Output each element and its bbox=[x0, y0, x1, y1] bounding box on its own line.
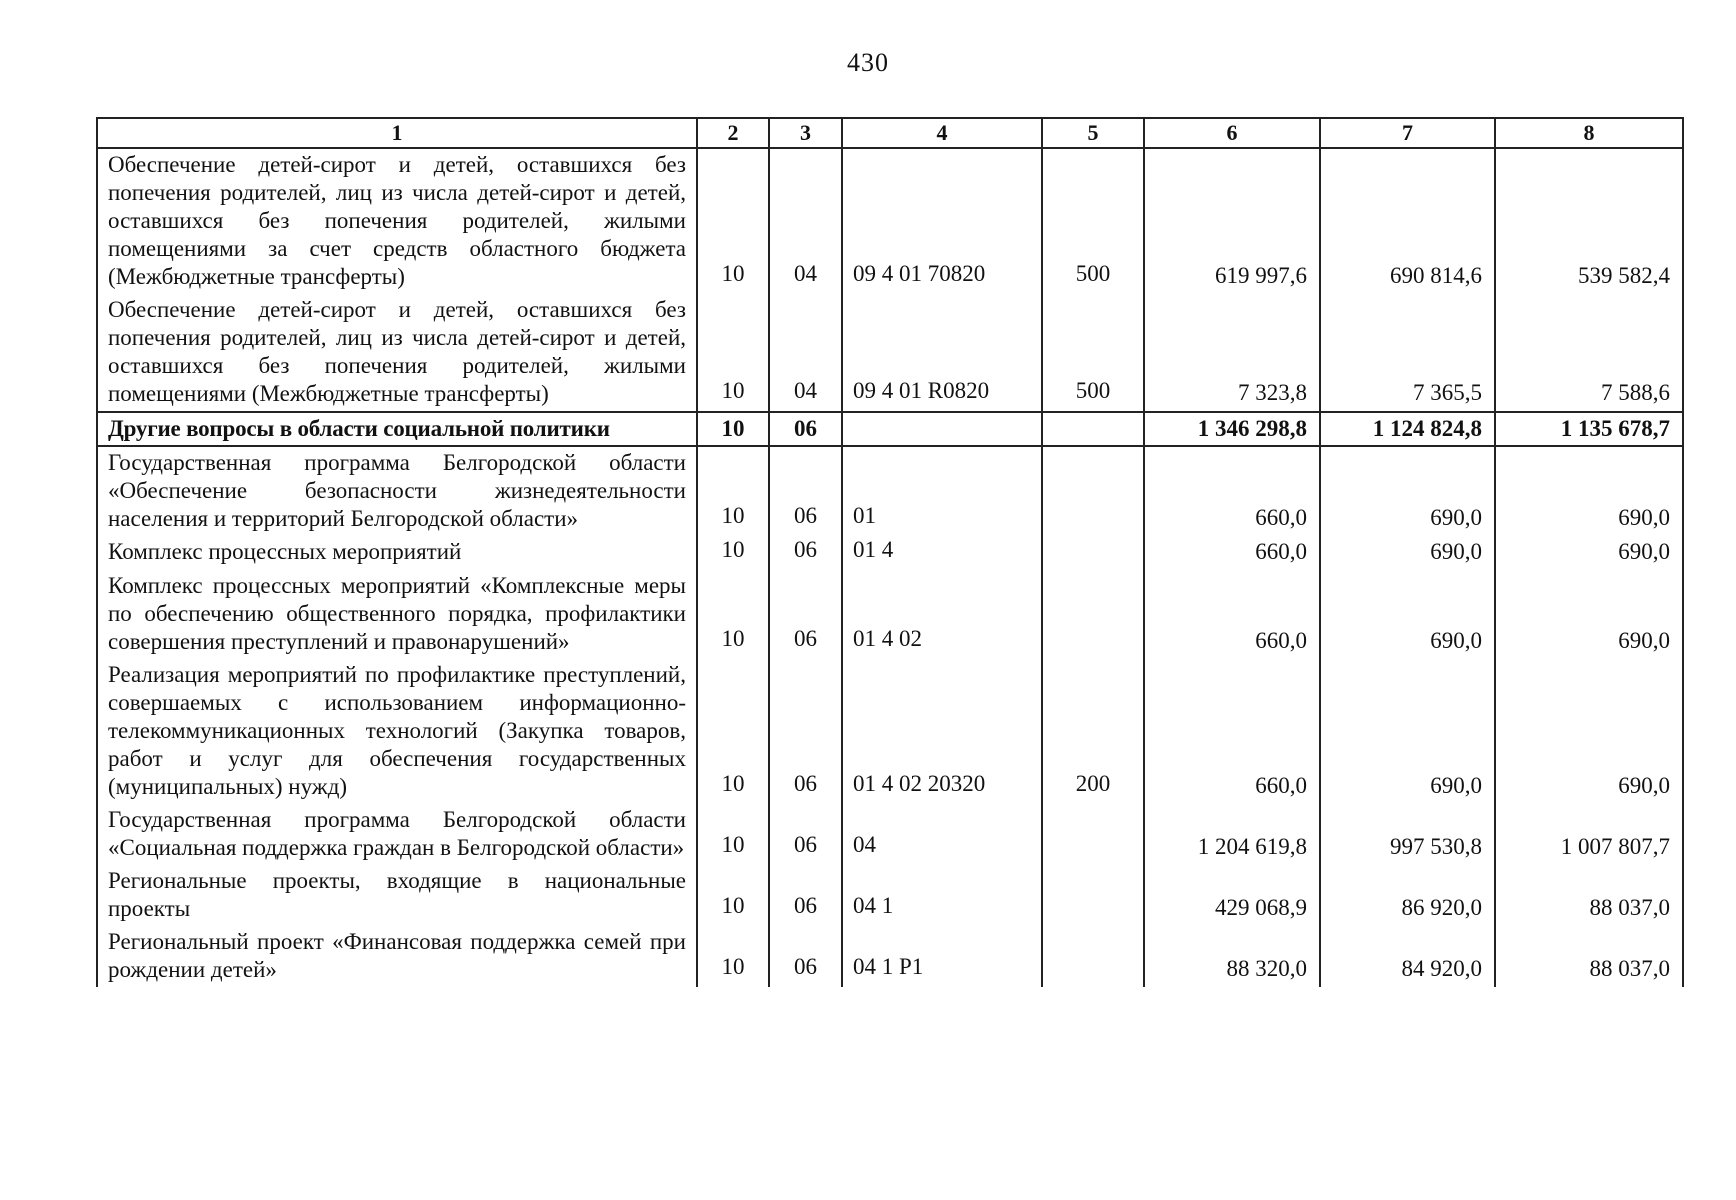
row-value-col7: 84 920,0 bbox=[1320, 926, 1495, 987]
row-target-article: 09 4 01 R0820 bbox=[842, 294, 1042, 412]
row-value-col8: 88 037,0 bbox=[1495, 926, 1683, 987]
row-subsection: 06 bbox=[769, 446, 842, 536]
row-value-col6: 429 068,9 bbox=[1144, 865, 1320, 926]
table-row bbox=[97, 148, 1683, 294]
row-name: Региональный проект «Финансовая поддержка семей при рождении детей» bbox=[97, 926, 697, 987]
row-name: Региональные проекты, входящие в национальные проекты bbox=[97, 865, 697, 926]
row-target-article: 01 4 02 bbox=[842, 570, 1042, 659]
row-subsection: 04 bbox=[769, 294, 842, 412]
row-section: 10 bbox=[697, 570, 769, 659]
row-expense-type: 500 bbox=[1042, 148, 1144, 294]
header-col-8: 8 bbox=[1495, 118, 1683, 148]
table-row bbox=[97, 926, 1683, 987]
row-value-col7: 690,0 bbox=[1320, 446, 1495, 536]
row-subsection: 06 bbox=[769, 570, 842, 659]
row-target-article: 01 4 02 20320 bbox=[842, 659, 1042, 804]
row-value-col7: 690,0 bbox=[1320, 570, 1495, 659]
row-name: Обеспечение детей-сирот и детей, оставшихся без попечения родителей, лиц из числа детей-сирот и детей, оставшихся без попечения родителей, жилыми помещениями за счет средств областного бюджета (Межбюджетные трансферты) bbox=[97, 148, 697, 294]
row-target-article: 04 1 P1 bbox=[842, 926, 1042, 987]
table-row-subtotal bbox=[97, 412, 1683, 446]
table-row bbox=[97, 536, 1683, 570]
row-value-col6: 619 997,6 bbox=[1144, 148, 1320, 294]
row-name: Реализация мероприятий по профилактике преступлений, совершаемых с использованием информационно-телекоммуникационных технологий (Закупка товаров, работ и услуг для обеспечения государственных (муниципальных) нужд) bbox=[97, 659, 697, 804]
row-value-col6: 660,0 bbox=[1144, 536, 1320, 570]
row-target-article: 01 bbox=[842, 446, 1042, 536]
row-value-col6: 7 323,8 bbox=[1144, 294, 1320, 412]
row-value-col6: 88 320,0 bbox=[1144, 926, 1320, 987]
row-subsection: 06 bbox=[769, 659, 842, 804]
row-value-col8: 88 037,0 bbox=[1495, 865, 1683, 926]
row-subsection: 06 bbox=[769, 804, 842, 865]
row-expense-type: 200 bbox=[1042, 659, 1144, 804]
page-number: 430 bbox=[847, 48, 889, 77]
row-value-col6: 660,0 bbox=[1144, 659, 1320, 804]
row-value-col8: 7 588,6 bbox=[1495, 294, 1683, 412]
row-target-article: 09 4 01 70820 bbox=[842, 148, 1042, 294]
row-value-col7: 7 365,5 bbox=[1320, 294, 1495, 412]
row-subsection: 06 bbox=[769, 536, 842, 570]
row-name: Другие вопросы в области социальной политики bbox=[97, 412, 697, 446]
header-col-1: 1 bbox=[97, 118, 697, 148]
row-expense-type bbox=[1042, 446, 1144, 536]
table-row bbox=[97, 804, 1683, 865]
table-row bbox=[97, 570, 1683, 659]
table-row bbox=[97, 659, 1683, 804]
row-name: Государственная программа Белгородской области «Социальная поддержка граждан в Белгородской области» bbox=[97, 804, 697, 865]
row-name: Государственная программа Белгородской области «Обеспечение безопасности жизнедеятельности населения и территорий Белгородской области» bbox=[97, 446, 697, 536]
row-value-col8: 690,0 bbox=[1495, 536, 1683, 570]
header-col-7: 7 bbox=[1320, 118, 1495, 148]
row-target-article: 04 bbox=[842, 804, 1042, 865]
row-section: 10 bbox=[697, 804, 769, 865]
table-row bbox=[97, 294, 1683, 412]
row-subsection: 06 bbox=[769, 926, 842, 987]
row-value-col6: 660,0 bbox=[1144, 446, 1320, 536]
header-row bbox=[97, 118, 1683, 148]
row-value-col6: 660,0 bbox=[1144, 570, 1320, 659]
row-value-col7: 690 814,6 bbox=[1320, 148, 1495, 294]
row-expense-type bbox=[1042, 804, 1144, 865]
row-value-col7: 690,0 bbox=[1320, 659, 1495, 804]
row-value-col8: 1 135 678,7 bbox=[1495, 412, 1683, 446]
table-row bbox=[97, 865, 1683, 926]
row-value-col7: 86 920,0 bbox=[1320, 865, 1495, 926]
row-expense-type bbox=[1042, 412, 1144, 446]
row-value-col8: 690,0 bbox=[1495, 659, 1683, 804]
header-col-2: 2 bbox=[697, 118, 769, 148]
budget-table bbox=[96, 117, 1684, 987]
row-name: Обеспечение детей-сирот и детей, оставшихся без попечения родителей, лиц из числа детей-сирот и детей, оставшихся без попечения родителей, жилыми помещениями (Межбюджетные трансферты) bbox=[97, 294, 697, 412]
header-col-5: 5 bbox=[1042, 118, 1144, 148]
table-row bbox=[97, 446, 1683, 536]
row-section: 10 bbox=[697, 148, 769, 294]
row-value-col7: 997 530,8 bbox=[1320, 804, 1495, 865]
row-section: 10 bbox=[697, 926, 769, 987]
row-value-col7: 1 124 824,8 bbox=[1320, 412, 1495, 446]
row-expense-type bbox=[1042, 865, 1144, 926]
row-target-article: 04 1 bbox=[842, 865, 1042, 926]
row-subsection: 06 bbox=[769, 865, 842, 926]
row-value-col7: 690,0 bbox=[1320, 536, 1495, 570]
header-col-6: 6 bbox=[1144, 118, 1320, 148]
row-value-col6: 1 204 619,8 bbox=[1144, 804, 1320, 865]
row-section: 10 bbox=[697, 294, 769, 412]
row-expense-type bbox=[1042, 570, 1144, 659]
row-target-article bbox=[842, 412, 1042, 446]
row-target-article: 01 4 bbox=[842, 536, 1042, 570]
row-subsection: 06 bbox=[769, 412, 842, 446]
row-section: 10 bbox=[697, 865, 769, 926]
row-value-col8: 690,0 bbox=[1495, 446, 1683, 536]
row-section: 10 bbox=[697, 446, 769, 536]
row-expense-type: 500 bbox=[1042, 294, 1144, 412]
row-expense-type bbox=[1042, 536, 1144, 570]
row-value-col8: 539 582,4 bbox=[1495, 148, 1683, 294]
row-value-col8: 690,0 bbox=[1495, 570, 1683, 659]
row-section: 10 bbox=[697, 659, 769, 804]
row-section: 10 bbox=[697, 536, 769, 570]
row-name: Комплекс процессных мероприятий «Комплексные меры по обеспечению общественного порядка, профилактики совершения преступлений и правонарушений» bbox=[97, 570, 697, 659]
row-value-col6: 1 346 298,8 bbox=[1144, 412, 1320, 446]
row-section: 10 bbox=[697, 412, 769, 446]
row-name: Комплекс процессных мероприятий bbox=[97, 536, 697, 570]
row-expense-type bbox=[1042, 926, 1144, 987]
header-col-4: 4 bbox=[842, 118, 1042, 148]
row-value-col8: 1 007 807,7 bbox=[1495, 804, 1683, 865]
row-subsection: 04 bbox=[769, 148, 842, 294]
header-col-3: 3 bbox=[769, 118, 842, 148]
